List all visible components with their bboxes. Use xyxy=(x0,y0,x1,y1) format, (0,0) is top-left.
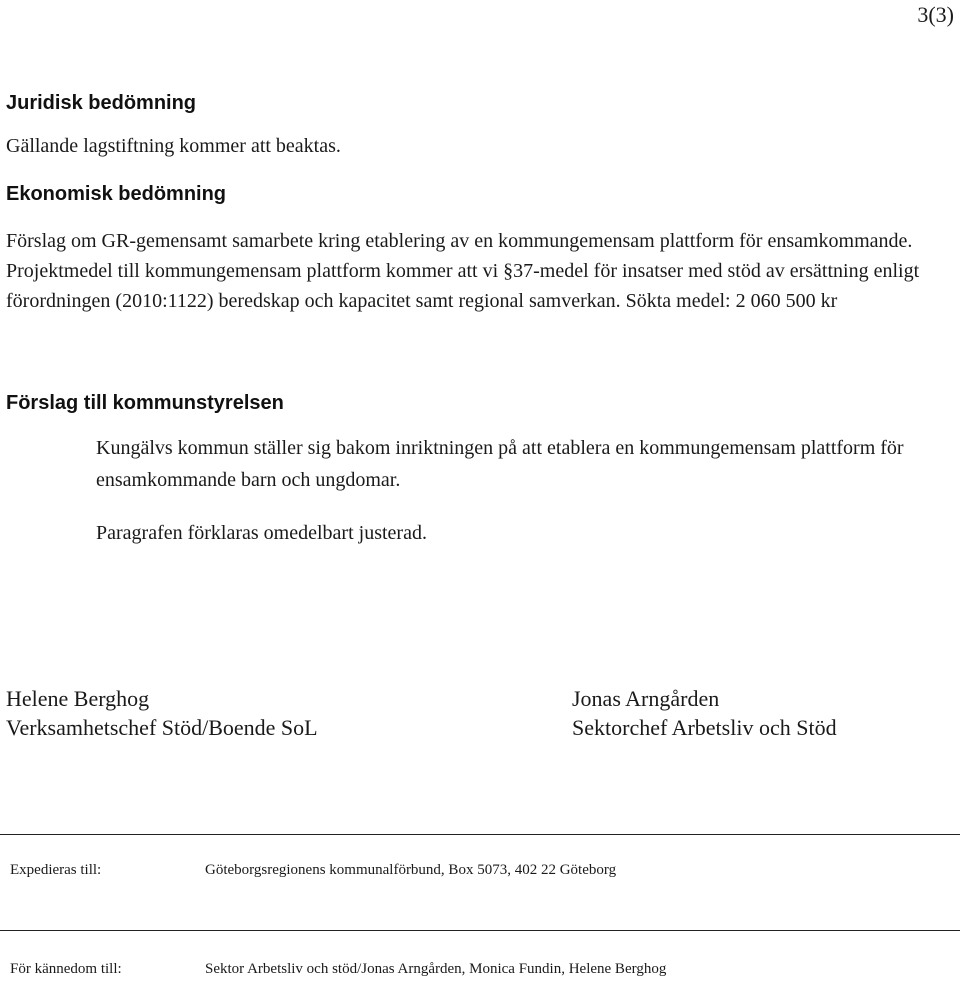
signature-title-2: Sektorchef Arbetsliv och Stöd xyxy=(572,715,837,740)
signature-name-2: Jonas Arngården xyxy=(572,686,720,711)
footer-divider-top xyxy=(0,834,960,835)
legal-text: Gällande lagstiftning kommer att beaktas. xyxy=(6,135,341,157)
legal-heading: Juridisk bedömning xyxy=(6,92,197,114)
proposal-text: Kungälvs kommun ställer sig bakom inriktningen på att etablera en kommungemensam plattform för ensamkommande barn och ungdomar. xyxy=(96,437,904,491)
signature-name-1: Helene Berghog xyxy=(6,686,150,711)
footer-divider-middle xyxy=(0,930,960,931)
economic-text: Förslag om GR-gemensamt samarbete kring etablering av en kommungemensam plattform för ensamkommande. Projektmedel till kommungemensam plattform kommer att vi §37-medel för insatser med stöd av ersättning enligt förordningen (2010:1122) beredskap och kapacitet samt regional samverkan. Sökta medel: 2 060 500 kr xyxy=(6,230,920,312)
info-value: Sektor Arbetsliv och stöd/Jonas Arngården, Monica Fundin, Helene Berghog xyxy=(205,961,667,977)
justification-text: Paragrafen förklaras omedelbart justerad. xyxy=(96,522,427,544)
info-label: För kännedom till: xyxy=(10,961,122,977)
sent-to-label: Expedieras till: xyxy=(10,862,102,878)
sent-to-value: Göteborgsregionens kommunalförbund, Box 5073, 402 22 Göteborg xyxy=(205,862,617,878)
signature-title-1: Verksamhetschef Stöd/Boende SoL xyxy=(6,715,318,740)
page-number: 3(3) xyxy=(917,2,954,27)
proposal-heading: Förslag till kommunstyrelsen xyxy=(6,392,284,414)
economic-heading: Ekonomisk bedömning xyxy=(6,183,227,205)
